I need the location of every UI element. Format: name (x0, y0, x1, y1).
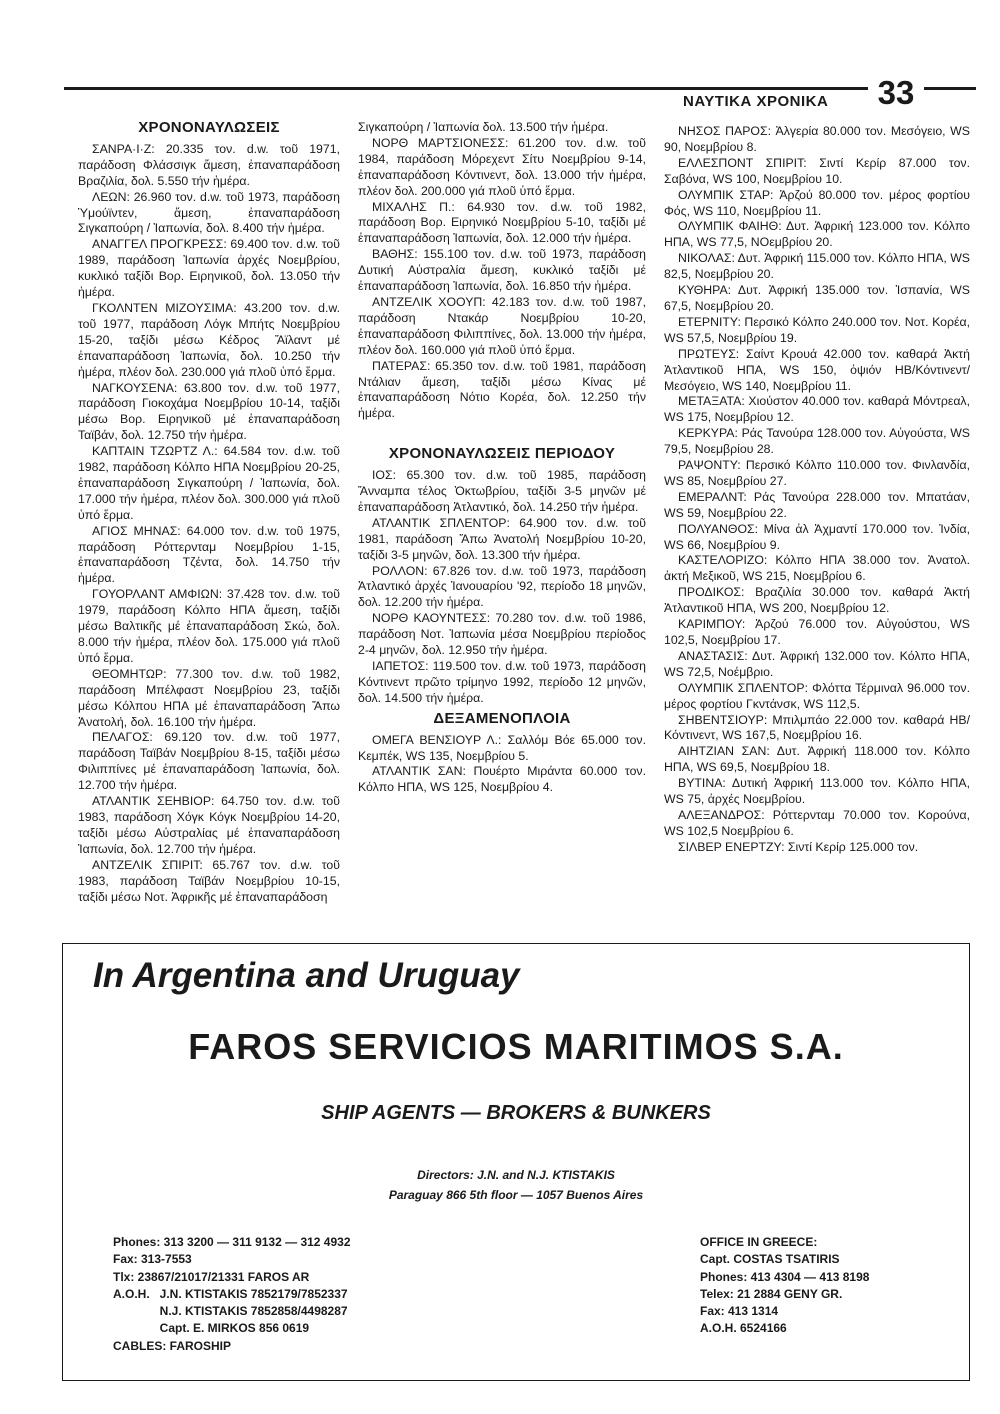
tanker-entry: ΟΛΥΜΠΙΚ ΦΑΙΗΘ: Δυτ. Ἀφρική 123.000 τον. Κόλπο ΗΠΑ, WS 77,5, ΝΟεμβρίου 20. (664, 219, 970, 250)
ad-contact-line: Capt. COSTAS TSATIRIS (700, 1252, 840, 1267)
charter-entry: ΒΑΘΗΣ: 155.100 τον. d.w. τοῦ 1973, παράδοση Δυτική Αὐστραλία ἄμεση, κυκλικό ταξίδι μέ ἐπαναπαράδοση Ἰαπωνία, δολ. 16.850 τήν ἡμέρα. (358, 247, 646, 294)
ad-headline: In Argentina and Uruguay (93, 956, 520, 995)
ad-contact-line: A.O.H. J.N. KTISTAKIS 7852179/7852337 (113, 1286, 348, 1301)
charter-entry-continuation: Σιγκαπούρη / Ἰαπωνία δολ. 13.500 τήν ἡμέρα. (358, 120, 609, 134)
column-2 (358, 120, 646, 796)
charter-entry: ΛΕΩΝ: 26.960 τον. d.w. τοῦ 1973, παράδοση Ὑμούϊντεν, ἄμεση, ἐπαναπαράδοση Σιγκαπούρη / Ἰαπωνία, δολ. 8.400 τήν ἡμέρα. (78, 189, 340, 236)
advertisement-box (62, 943, 970, 1381)
section-title-period-charters: ΧΡΟΝΟΝΑΥΛΩΣΕΙΣ ΠΕΡΙΟΔΟΥ (388, 445, 616, 463)
tanker-entry: ΜΕΤΑΞΑΤΑ: Χιούστον 40.000 τον. καθαρά Μόντρεαλ, WS 175, Νοεμβρίου 12. (664, 394, 970, 425)
tanker-entry: ΑΛΕΞΑΝΔΡΟΣ: Ρόττερνταμ 70.000 τον. Κορούνα, WS 102,5 Νοεμβρίου 6. (664, 807, 970, 838)
tanker-entry: ΕΜΕΡΑΛΝΤ: Ράς Τανούρα 228.000 τον. Μπατάαν, WS 59, Νοεμβρίου 22. (664, 489, 970, 520)
column-1 (78, 118, 340, 905)
ad-contact-line: Capt. E. MIRKOS 856 0619 (113, 1321, 310, 1336)
tanker-entry: ΑΝΑΣΤΑΣΙΣ: Δυτ. Ἀφρική 132.000 τον. Κόλπο ΗΠΑ, WS 72,5, Νοέμβριο. (664, 648, 970, 679)
tanker-entry: ΑΤΛΑΝΤΙΚ ΣΑΝ: Πουέρτο Μιράντα 60.000 τον. Κόλπο ΗΠΑ, WS 125, Νοεμβρίου 4. (358, 764, 646, 795)
tanker-entry: ΚΑΣΤΕΛΟΡΙΖΟ: Κόλπο ΗΠΑ 38.000 τον. Ἀνατολ. ἀκτή Μεξικοῦ, WS 215, Νοεμβρίου 6. (664, 553, 970, 584)
tanker-entry: ΚΑΡΙΜΠΟΥ: Ἀρζού 76.000 τον. Αὐγούστου, WS 102,5, Νοεμβρίου 17. (664, 617, 970, 647)
tanker-entry: ΟΜΕΓΑ ΒΕΝΣΙΟΥΡ Λ.: Σαλλόμ Βόε 65.000 τον. Κεμπέκ, WS 135, Νοεμβρίου 5. (358, 732, 646, 763)
ad-contact-line: Tlx: 23867/21017/21331 FAROS AR (113, 1269, 310, 1284)
tanker-entry: ΟΛΥΜΠΙΚ ΣΠΛΕΝΤΟΡ: Φλόττα Τέρμιναλ 96.000 τον. μέρος φορτίου Γκντάνσκ, WS 112,5. (664, 680, 970, 711)
tanker-entry: ΠΟΛΥΑΝΘΟΣ: Μίνα ἀλ Ἀχμαντί 170.000 τον. Ἰνδία, WS 66, Νοεμβρίου 9. (664, 521, 970, 552)
column-3 (664, 124, 970, 856)
section-title-tankers: ΔΕΞΑΜΕΝΟΠΛΟΙΑ (433, 709, 571, 727)
ad-contact-line: Phones: 313 3200 — 311 9132 — 312 4932 (113, 1235, 351, 1249)
section-title-charters: ΧΡΟΝΟΝΑΥΛΩΣΕΙΣ (138, 119, 280, 136)
ad-contact-line: Telex: 21 2884 GENY GR. (700, 1286, 843, 1301)
ad-contact-line: Fax: 313-7553 (113, 1252, 192, 1267)
charter-entry: ΑΝΤΖΕΛΙΚ ΣΠΙΡΙΤ: 65.767 τον. d.w. τοῦ 1983, παράδοση Ταϊβάν Νοεμβρίου 10-15, ταξίδι μέσω Νοτ. Ἀφρικῆς μέ ἐπαναπαράδοση (78, 857, 340, 904)
tanker-entry: ΑΙΗΤΖΙΑΝ ΣΑΝ: Δυτ. Ἀφρική 118.000 τον. Κόλπο ΗΠΑ, WS 69,5, Νοεμβρίου 18. (664, 744, 970, 775)
charter-entry: ΜΙΧΑΛΗΣ Π.: 64.930 τον. d.w. τοῦ 1982, παράδοση Βορ. Ειρηνικό Νοεμβρίου 5-10, ταξίδι μέ ἐπαναπαράδοση Ἰαπωνία, δολ. 12.000 τήν ἡμέρα. (358, 199, 646, 246)
charter-entry: ΑΤΛΑΝΤΙΚ ΣΕΗΒΙΟΡ: 64.750 τον. d.w. τοῦ 1983, παράδοση Χόγκ Κόγκ Νοεμβρίου 14-20, ταξίδι μέσω Αὐστραλίας μέ ἐπαναπαράδοση Ἰαπωνία, δολ. 12.700 τήν ἡμέρα. (78, 794, 340, 856)
tanker-entry: ΣΗΒΕΝΤΣΙΟΥΡ: Μπιλμπάο 22.000 τον. καθαρά ΗΒ/Κόντινεντ, WS 167,5, Νοεμβρίου 16. (664, 712, 970, 743)
tanker-entry: ΠΡΟΔΙΚΟΣ: Βραζιλία 30.000 τον. καθαρά Ἀκτή Ἀτλαντικοῦ ΗΠΑ, WS 200, Νοεμβρίου 12. (664, 585, 970, 616)
ad-contact-argentina (113, 1234, 351, 1355)
ad-company-name: FAROS SERVICIOS MARITIMOS S.A. (188, 1026, 844, 1067)
charter-entry: ΑΝΤΖΕΛΙΚ ΧΟΟΥΠ: 42.183 τον. d.w. τοῦ 1987, παράδοση Ντακάρ Νοεμβρίου 10-20, ἐπαναπαράδοση Φιλιππίνες, δολ. 13.000 τήν ἡμέρα, πλέον δολ. 160.000 γιά πλοῦ ὑπό ἕρμα. (358, 294, 646, 357)
charter-entry: ΑΝΑΓΓΕΛ ΠΡΟΓΚΡΕΣΣ: 69.400 τον. d.w. τοῦ 1989, παράδοση Ἰαπωνία ἀρχές Νοεμβρίου, κυκλικό ταξίδι Βορ. Ειρηνικοῦ, δολ. 13.050 τήν ἡμέρα. (78, 237, 340, 300)
tanker-entry: ΝΗΣΟΣ ΠΑΡΟΣ: Ἀλγερία 80.000 τον. Μεσόγειο, WS 90, Νοεμβρίου 8. (664, 124, 970, 154)
period-charter-entry: ΑΤΛΑΝΤΙΚ ΣΠΛΕΝΤΟΡ: 64.900 τον. d.w. τοῦ 1981, παράδοση Ἄπω Ἀνατολή Νοεμβρίου 10-20, ταξίδι 3-5 μηνῶν, δολ. 13.300 τήν ἡμέρα. (358, 515, 646, 562)
ad-address: Paraguay 866 5th floor — 1057 Buenos Aires (388, 1188, 644, 1202)
charter-entry: ΚΑΠΤΑΙΝ ΤΖΩΡΤΖ Λ.: 64.584 τον. d.w. τοῦ 1982, παράδοση Κόλπο ΗΠΑ Νοεμβρίου 20-25, ἐπαναπαράδοση Σιγκαπούρη / Ἰαπωνία, δολ. 17.000 τήν ἡμέρα, πλέον δολ. 300.000 γιά πλοῦ ὑπό ἕρμα. (78, 444, 340, 522)
charter-entry: ΝΟΡΘ ΜΑΡΤΣΙΟΝΕΣΣ: 61.200 τον. d.w. τοῦ 1984, παράδοση Μόρεχεντ Σίτυ Νοεμβρίου 9-14, ἐπαναπαράδοση Κόντινεντ, δολ. 13.000 τήν ἡμέρα, πλέον δολ. 200.000 γιά πλοῦ ὑπό ἕρμα. (358, 135, 646, 198)
charter-entry: ΠΕΛΑΓΟΣ: 69.120 τον. d.w. τοῦ 1977, παράδοση Ταϊβάν Νοεμβρίου 8-15, ταξίδι μέσω Φιλιππίνες μέ ἐπαναπαράδοση Ἰαπωνία, δολ. 12.700 τήν ἡμέρα. (78, 730, 340, 793)
ad-contact-line: Phones: 413 4304 — 413 8198 (700, 1269, 870, 1284)
header-rule-right (924, 87, 976, 90)
tanker-entry: ΕΤΕΡΝΙΤΥ: Περσικό Κόλπο 240.000 τον. Νοτ. Κορέα, WS 57,5, Νοεμβρίου 19. (664, 314, 970, 345)
tanker-entry: ΒΥΤΙΝΑ: Δυτική Ἀφρική 113.000 τον. Κόλπο ΗΠΑ, WS 75, ἀρχές Νοεμβρίου. (664, 776, 970, 807)
tanker-entry: ΝΙΚΟΛΑΣ: Δυτ. Ἀφρική 115.000 τον. Κόλπο ΗΠΑ, WS 82,5, Νοεμβρίου 20. (664, 251, 971, 282)
tanker-entry: ΚΕΡΚΥΡΑ: Ράς Τανούρα 128.000 τον. Αὐγούστα, WS 79,5, Νοεμβρίου 28. (664, 426, 970, 457)
charter-entry: ΝΑΓΚΟΥΣΕΝΑ: 63.800 τον. d.w. τοῦ 1977, παράδοση Γιοκοχάμα Νοεμβρίου 10-14, ταξίδι μέσω Βορ. Ειρηνικοῦ μέ ἐπαναπαράδοση Ταϊβάν, δολ. 12.750 τήν ἡμέρα. (78, 380, 340, 443)
charter-entry: ΠΑΤΕΡΑΣ: 65.350 τον. d.w. τοῦ 1981, παράδοση Ντάλιαν ἄμεση, ταξίδι μέσω Κίνας μέ ἐπαναπαράδοση Νότιο Κορέα, δολ. 12.250 τήν ἡμέρα. (358, 358, 646, 421)
ad-contact-line: CABLES: FAROSHIP (113, 1338, 232, 1353)
tanker-entry: ΠΡΩΤΕΥΣ: Σαίντ Κρουά 42.000 τον. καθαρά Ἀκτή Ἀτλαντικοῦ ΗΠΑ, WS 150, ὀψιόν ΗΒ/Κόντινεντ/ Μεσόγειο, WS 140, Νοεμβρίου 11. (664, 346, 970, 393)
ad-directors: Directors: J.N. and N.J. KTISTAKIS (417, 1168, 615, 1182)
ad-contact-line: Fax: 413 1314 (700, 1304, 779, 1319)
ad-contact-line: A.O.H. 6524166 (700, 1321, 787, 1336)
tanker-entry: ΣΙΛΒΕΡ ΕΝΕΡΤΖΥ: Σιντί Κερίρ 125.000 τον. (678, 839, 919, 854)
magazine-name: ΝΑΥΤΙΚΑ ΧΡΟΝΙΚΑ (683, 93, 829, 110)
section-gap (358, 422, 646, 444)
charter-entry: ΓΟΥΟΡΛΑΝΤ ΑΜΦΙΩΝ: 37.428 τον. d.w. τοῦ 1979, παράδοση Κόλπο ΗΠΑ ἄμεση, ταξίδι μέσω Βαλτικῆς μέ ἐπαναπαράδοση Σκώ, δολ. 8.000 τήν ἡμέρα, πλέον δολ. 175.000 γιά πλοῦ ὑπό ἕρμα. (78, 587, 340, 665)
charter-entry: ΑΓΙΟΣ ΜΗΝΑΣ: 64.000 τον. d.w. τοῦ 1975, παράδοση Ρόττερνταμ Νοεμβρίου 1-15, ἐπαναπαράδοση Τζέντα, δολ. 14.750 τήν ἡμέρα. (78, 523, 340, 586)
period-charter-entry: ΝΟΡΘ ΚΑΟΥΝΤΕΣΣ: 70.280 τον. d.w. τοῦ 1986, παράδοση Νοτ. Ἰαπωνία μέσα Νοεμβρίου περίοδος 2-4 μηνῶν, δολ. 12.950 τήν ἡμέρα. (358, 611, 646, 658)
charter-entry: ΓΚΟΛΝΤΕΝ ΜΙΖΟΥΣΙΜΑ: 43.200 τον. d.w. τοῦ 1977, παράδοση Λόγκ Μπήτς Νοεμβρίου 15-20, ταξίδι μέσω Κέδρος Ἄϊλαντ μέ ἐπαναπαράδοση Ἰαπωνία, δολ. 10.250 τήν ἡμέρα, πλέον δολ. 230.000 γιά πλοῦ ὑπό ἕρμα. (78, 300, 340, 379)
tanker-entry: ΕΛΛΕΣΠΟΝΤ ΣΠΙΡΙΤ: Σιντί Κερίρ 87.000 τον. Σαβόνα, WS 100, Νοεμβρίου 10. (664, 155, 970, 186)
page-number: 33 (877, 74, 915, 111)
tanker-entry: ΟΛΥΜΠΙΚ ΣΤΑΡ: Ἀρζού 80.000 τον. μέρος φορτίου Φός, WS 110, Νοεμβρίου 11. (664, 187, 970, 218)
period-charter-entry: ΙΟΣ: 65.300 τον. d.w. τοῦ 1985, παράδοση Ἄνναμπα τέλος Ὀκτωβρίου, ταξίδι 3-5 μηνῶν μέ ἐπαναπαράδοση Ἀτλαντικό, δολ. 14.250 τήν ἡμέρα. (358, 468, 646, 514)
charter-entry: ΘΕΟΜΗΤΩΡ: 77.300 τον. d.w. τοῦ 1982, παράδοση Μπέλφαστ Νοεμβρίου 23, ταξίδι μέσω Κόλπου ΗΠΑ μέ ἐπαναπαράδοση Ἄπω Ἀνατολή, δολ. 16.100 τήν ἡμέρα. (78, 666, 340, 729)
ad-contact-line: N.J. KTISTAKIS 7852858/4498287 (113, 1304, 348, 1319)
tanker-entry: ΡΑΨΟΝΤΥ: Περσικό Κόλπο 110.000 τον. Φινλανδία, WS 85, Νοεμβρίου 27. (664, 458, 970, 488)
period-charter-entry: ΡΟΛΛΟΝ: 67.826 τον. d.w. τοῦ 1973, παράδοση Ἀτλαντικό ἀρχές Ἰανουαρίου '92, περίοδο 18 μηνῶν, δολ. 12.200 τήν ἡμέρα. (358, 563, 646, 610)
period-charter-entry: ΙΑΠΕΤΟΣ: 119.500 τον. d.w. τοῦ 1973, παράδοση Κόντινεντ πρῶτο τρίμηνο 1992, περίοδο 12 μηνῶν, δολ. 14.500 τήν ἡμέρα. (358, 659, 646, 705)
tanker-entry: ΚΥΘΗΡΑ: Δυτ. Ἀφρική 135.000 τον. Ἰσπανία, WS 67,5, Νοεμβρίου 20. (664, 283, 970, 313)
ad-contact-greece (700, 1234, 869, 1338)
ad-services: SHIP AGENTS — BROKERS & BUNKERS (321, 1102, 711, 1124)
charter-entry: ΣΑΝΡΑ·Ι·Ζ: 20.335 τον. d.w. τοῦ 1971, παράδοση Φλάσσιγκ ἄμεση, ἐπαναπαράδοση Βραζιλία, δολ. 5.550 τήν ἡμέρα. (78, 141, 340, 188)
ad-contact-line: OFFICE IN GREECE: (700, 1235, 818, 1249)
header-rule-left (64, 87, 868, 90)
